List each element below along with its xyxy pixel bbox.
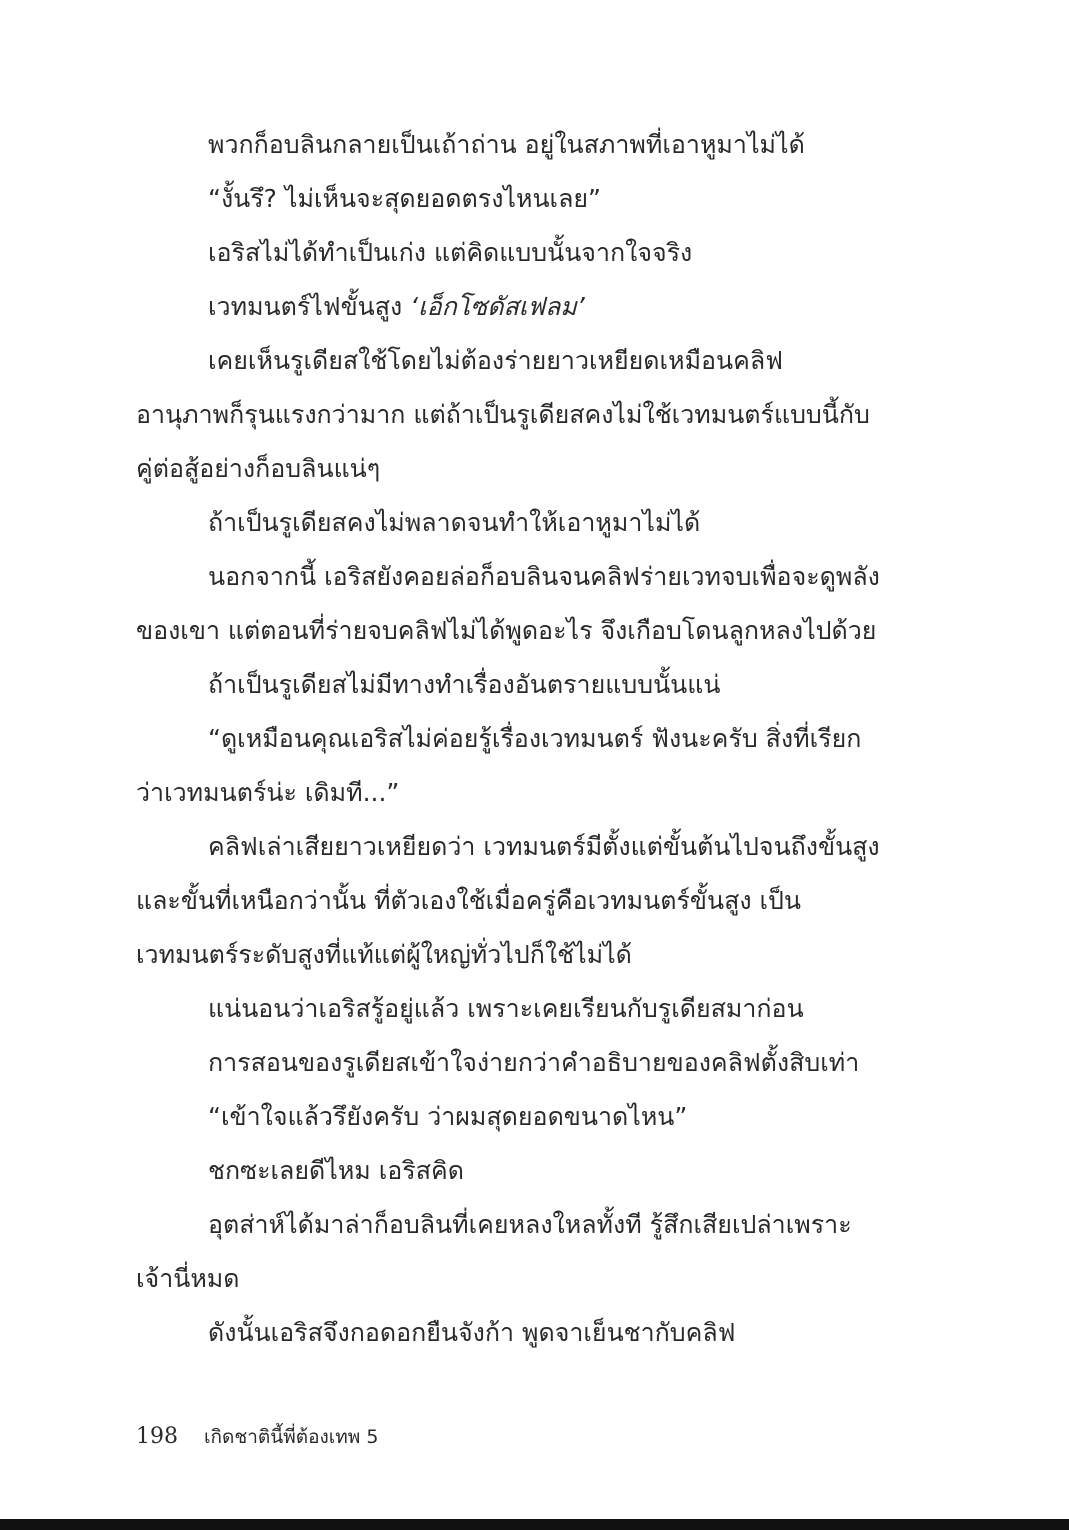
paragraph: “ดูเหมือนคุณเอริสไม่ค่อยรู้เรื่องเวทมนตร์ ฟังนะครับ สิ่งที่เรียกว่าเวทมนตร์น่ะ เดิมที...”: [136, 724, 862, 807]
page-bottom-edge: [0, 1519, 1069, 1530]
paragraph: แน่นอนว่าเอริสรู้อยู่แล้ว เพราะเคยเรียนกับรูเดียสมาก่อน: [208, 994, 804, 1023]
paragraph: ดังนั้นเอริสจึงกอดอกยืนจังก้า พูดจาเย็นชากับคลิฟ: [208, 1318, 736, 1347]
paragraph: เอริสไม่ได้ทำเป็นเก่ง แต่คิดแบบนั้นจากใจจริง: [208, 238, 693, 267]
paragraph: อุตส่าห์ได้มาล่าก็อบลินที่เคยหลงใหลทั้งที รู้สึกเสียเปล่าเพราะเจ้านี่หมด: [136, 1210, 852, 1293]
paragraph: ถ้าเป็นรูเดียสคงไม่พลาดจนทำให้เอาหูมาไม่ได้: [208, 508, 701, 537]
paragraph: พวกก็อบลินกลายเป็นเถ้าถ่าน อยู่ในสภาพที่เอาหูมาไม่ได้: [208, 130, 805, 159]
paragraph: นอกจากนี้ เอริสยังคอยล่อก็อบลินจนคลิฟร่ายเวทจบเพื่อจะดูพลังของเขา แต่ตอนที่ร่ายจบคลิฟไม่ได้พูดอะไร จึงเกือบโดนลูกหลงไปด้วย: [136, 562, 880, 645]
paragraph: ถ้าเป็นรูเดียสไม่มีทางทำเรื่องอันตรายแบบนั้นแน่: [208, 670, 721, 699]
paragraph: ชกซะเลยดีไหม เอริสคิด: [208, 1156, 464, 1185]
paragraph: คลิฟเล่าเสียยาวเหยียดว่า เวทมนตร์มีตั้งแต่ขั้นต้นไปจนถึงขั้นสูงและขั้นที่เหนือกว่านั้น ที่ตัวเองใช้เมื่อครู่คือเวทมนตร์ขั้นสูง เป็นเวทมนตร์ระดับสูงที่แท้แต่ผู้ใหญ่ทั่วไปก็ใช้ไม่ได้: [136, 832, 880, 969]
spell-name: ‘เอ็กโซดัสเฟลม’: [410, 292, 585, 321]
paragraph: “งั้นรึ? ไม่เห็นจะสุดยอดตรงไหนเลย”: [208, 184, 602, 213]
running-title: เกิดชาตินี้พี่ต้องเทพ 5: [204, 1426, 379, 1448]
body-text: [136, 118, 882, 1360]
page-number: 198: [136, 1424, 178, 1449]
paragraph: การสอนของรูเดียสเข้าใจง่ายกว่าคำอธิบายของคลิฟตั้งสิบเท่า: [208, 1048, 860, 1077]
paragraph: “เข้าใจแล้วรึยังครับ ว่าผมสุดยอดขนาดไหน”: [208, 1102, 688, 1131]
paragraph-text: เวทมนตร์ไฟขั้นสูง: [208, 292, 411, 321]
page-footer: [136, 1422, 378, 1452]
paragraph: เคยเห็นรูเดียสใช้โดยไม่ต้องร่ายยาวเหยียดเหมือนคลิฟ อานุภาพก็รุนแรงกว่ามาก แต่ถ้าเป็นรูเดียสคงไม่ใช้เวทมนตร์แบบนี้กับคู่ต่อสู้อย่างก็อบลินแน่ๆ: [136, 346, 870, 483]
paragraph: [136, 280, 882, 334]
